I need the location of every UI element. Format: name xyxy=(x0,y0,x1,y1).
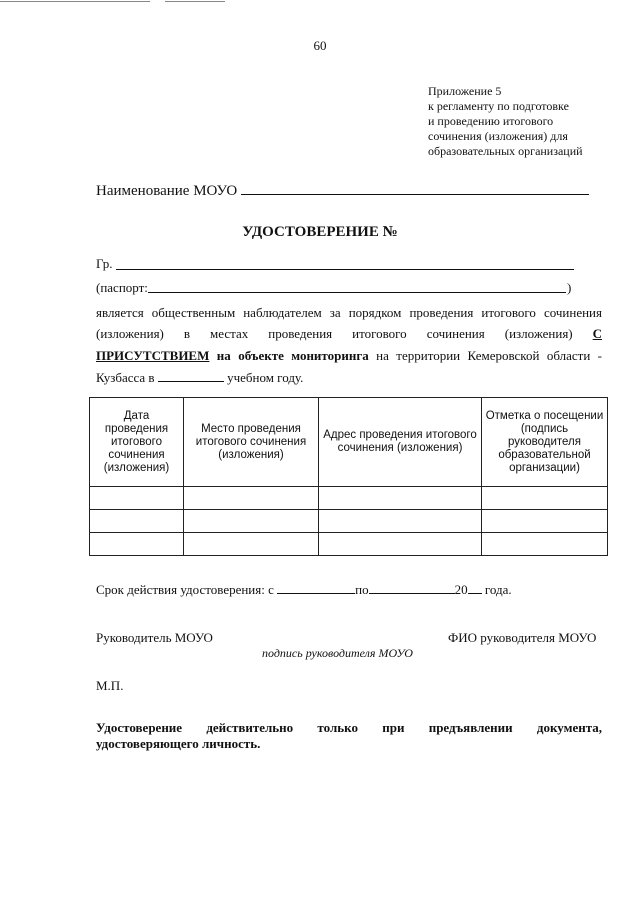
org-name-field[interactable] xyxy=(241,181,589,195)
table-cell[interactable] xyxy=(90,487,184,510)
scan-artifact xyxy=(0,1,150,2)
col-header-visit-mark: Отметка о посещении (подпись руководителя образовательной организации) xyxy=(482,398,608,487)
body-word: (изложения) xyxy=(96,326,164,341)
table-cell[interactable] xyxy=(319,533,482,556)
validity-year-field[interactable] xyxy=(468,582,482,594)
passport-field[interactable] xyxy=(148,292,566,293)
passport-label: (паспорт: xyxy=(96,280,148,295)
table-header-row xyxy=(90,398,608,487)
appendix-line: сочинения (изложения) для xyxy=(428,129,568,143)
signature-caption: подпись руководителя МОУО xyxy=(262,646,413,660)
head-label: Руководитель МОУО xyxy=(96,630,213,645)
document-title: УДОСТОВЕРЕНИЕ № xyxy=(242,224,398,240)
validity-note-line-1: Удостоверение действительно только при предъявлении документа, xyxy=(96,720,602,735)
table-cell[interactable] xyxy=(184,487,319,510)
col-header-address: Адрес проведения итогового сочинения (изложения) xyxy=(319,398,482,487)
passport-close-paren: ) xyxy=(567,280,572,295)
school-year-suffix: учебном году. xyxy=(227,370,304,385)
table-cell[interactable] xyxy=(319,510,482,533)
head-name-label: ФИО руководителя МОУО xyxy=(448,630,597,645)
appendix-line: к регламенту по подготовке xyxy=(428,99,569,113)
table-cell[interactable] xyxy=(482,533,608,556)
body-word: сочинения xyxy=(426,326,485,341)
validity-line xyxy=(96,582,512,598)
school-year-field[interactable] xyxy=(158,370,224,382)
table-cell[interactable] xyxy=(90,533,184,556)
col-header-place: Место проведения итогового сочинения (изложения) xyxy=(184,398,319,487)
visits-table xyxy=(89,397,608,556)
table-cell[interactable] xyxy=(482,510,608,533)
org-name-label: Наименование МОУО xyxy=(96,183,238,199)
presence-mode: ПРИСУТСТВИЕМ xyxy=(96,348,210,363)
body-line-1: является общественным наблюдателем за порядком проведения итогового сочинения xyxy=(96,305,602,320)
validity-to-label: по xyxy=(355,582,369,597)
body-line-2 xyxy=(96,326,602,342)
table-cell[interactable] xyxy=(184,533,319,556)
body-word: местах xyxy=(210,326,249,341)
col-header-date: Дата проведения итогового сочинения (изложения) xyxy=(90,398,184,487)
body-line-3 xyxy=(96,348,602,364)
valid-to-field[interactable] xyxy=(369,582,455,594)
school-year-prefix: Кузбасса в xyxy=(96,370,155,385)
table-row xyxy=(90,510,608,533)
body-word: проведения xyxy=(268,326,333,341)
appendix-line: Приложение 5 xyxy=(428,84,502,98)
org-name-line xyxy=(96,181,589,200)
table-cell[interactable] xyxy=(319,487,482,510)
body-word: в xyxy=(183,326,191,341)
territory-text: на территории Кемеровской области - xyxy=(376,348,603,363)
body-word: (изложения) xyxy=(504,326,573,341)
citizen-name-field[interactable] xyxy=(116,269,574,270)
validity-year-prefix: 20 xyxy=(454,582,468,597)
appendix-note xyxy=(428,84,583,159)
validity-prefix: Срок действия удостоверения: с xyxy=(96,582,274,597)
body-word: итогового xyxy=(352,326,407,341)
appendix-line: образовательных организаций xyxy=(428,144,583,158)
stamp-place: М.П. xyxy=(96,678,124,693)
table-row xyxy=(90,533,608,556)
table-cell[interactable] xyxy=(184,510,319,533)
table-cell[interactable] xyxy=(90,510,184,533)
table-row xyxy=(90,487,608,510)
citizen-label: Гр. xyxy=(96,256,113,271)
body-line-4 xyxy=(96,370,303,386)
valid-from-field[interactable] xyxy=(277,582,355,594)
body-word-bold: С xyxy=(592,326,603,341)
appendix-line: и проведению итогового xyxy=(428,114,554,128)
monitoring-object: на объекте мониторинга xyxy=(216,348,369,363)
table-cell[interactable] xyxy=(482,487,608,510)
validity-year-suffix: года. xyxy=(484,582,512,597)
scan-artifact xyxy=(165,1,225,2)
page-number: 60 xyxy=(313,38,327,53)
validity-note-line-2: удостоверяющего личность. xyxy=(96,736,261,751)
